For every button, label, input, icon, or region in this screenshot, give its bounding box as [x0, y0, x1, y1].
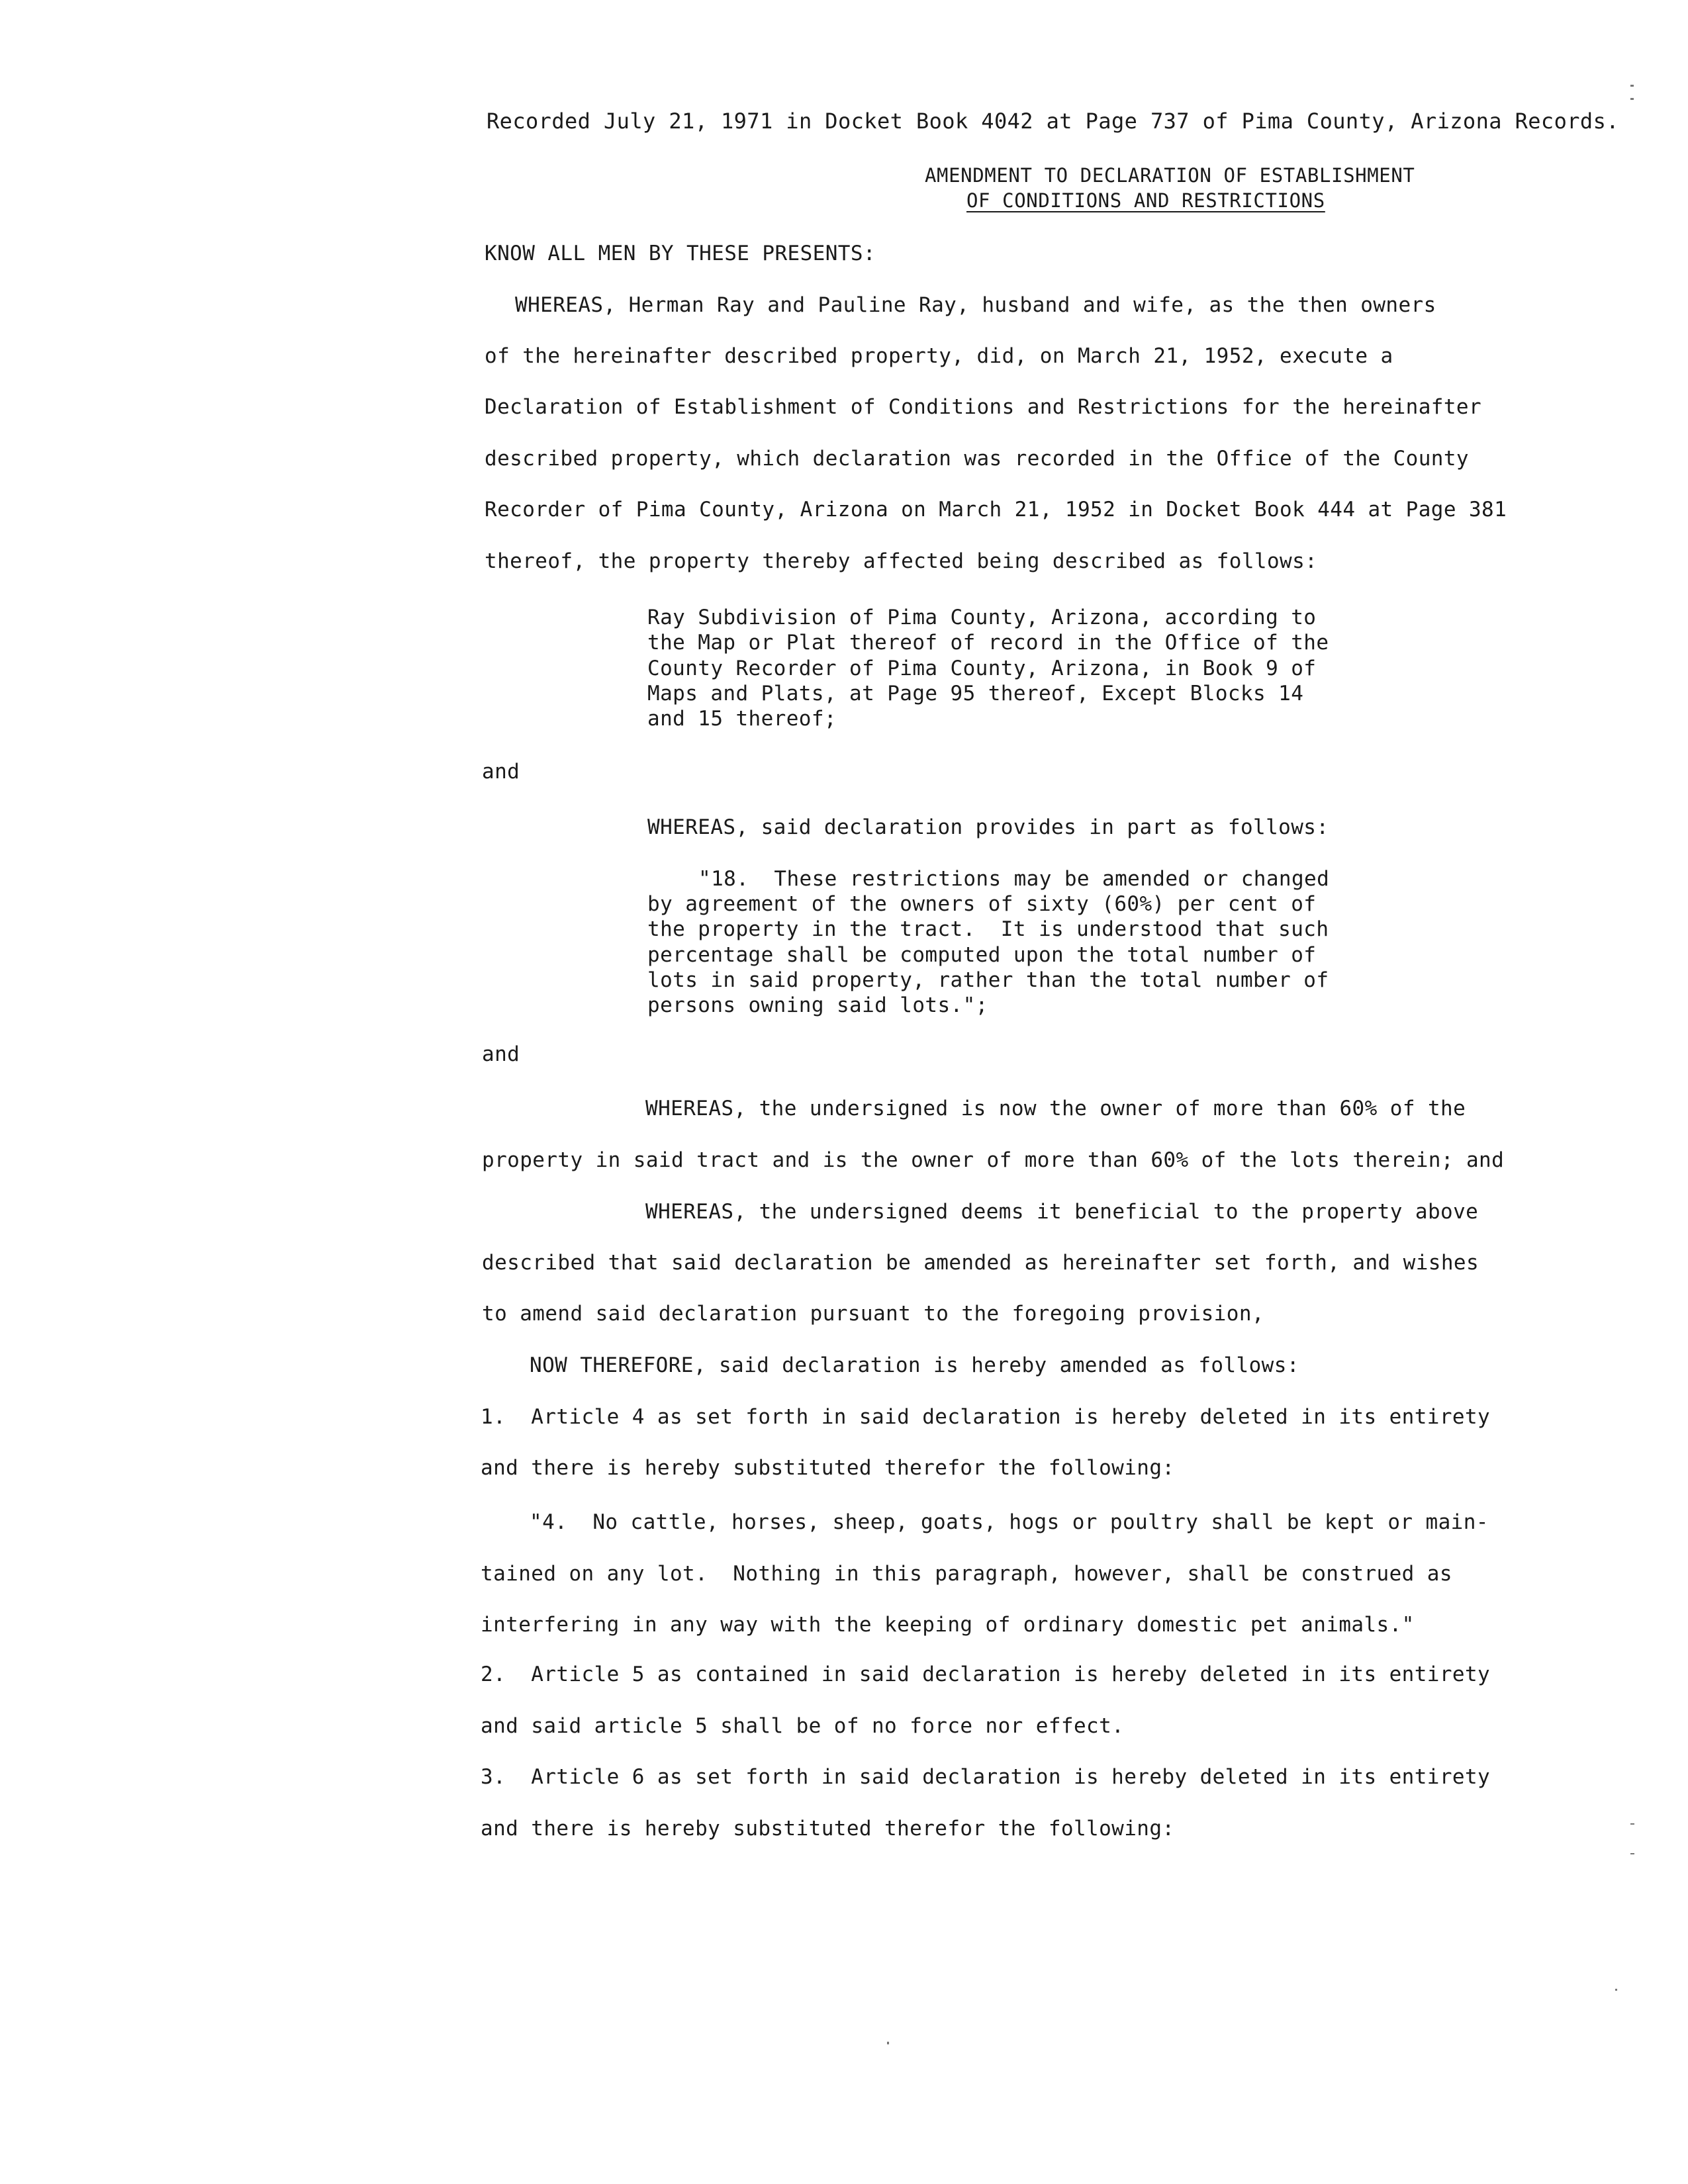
scan-speck — [887, 2042, 889, 2044]
text-line: and 15 thereof; — [647, 707, 837, 731]
scan-speck — [1615, 1989, 1617, 1991]
text-line: by agreement of the owners of sixty (60%) per cent of — [647, 892, 1317, 916]
text-line: and there is hereby substituted therefor the following: — [481, 1817, 1175, 1841]
text-line: County Recorder of Pima County, Arizona, in Book 9 of — [647, 657, 1317, 680]
text-line: and said article 5 shall be of no force nor effect. — [481, 1714, 1125, 1738]
text-line: Declaration of Establishment of Conditions and Restrictions for the hereinafter — [485, 395, 1482, 419]
scan-speck — [1630, 1823, 1634, 1825]
text-line: and there is hereby substituted therefor the following: — [481, 1456, 1175, 1480]
text-line: of the hereinafter described property, did, on March 21, 1952, execute a — [485, 344, 1393, 368]
text-line: WHEREAS, Herman Ray and Pauline Ray, husband and wife, as the then owners — [515, 293, 1436, 317]
text-line: "4. No cattle, horses, sheep, goats, hogs or poultry shall be kept or main- — [530, 1510, 1489, 1534]
scan-speck — [1630, 98, 1634, 100]
text-line: 2. Article 5 as contained in said declaration is hereby deleted in its entirety — [481, 1662, 1491, 1686]
text-line: to amend said declaration pursuant to the foregoing provision, — [482, 1302, 1264, 1326]
text-line: property in said tract and is the owner of more than 60% of the lots therein; and — [482, 1148, 1505, 1172]
opening-line: KNOW ALL MEN BY THESE PRESENTS: — [485, 242, 876, 265]
now-therefore-line: NOW THEREFORE, said declaration is hereby amended as follows: — [530, 1353, 1299, 1377]
text-line: lots in said property, rather than the total number of — [647, 968, 1329, 992]
text-line: Ray Subdivision of Pima County, Arizona, according to — [647, 606, 1317, 629]
text-line: thereof, the property thereby affected being described as follows: — [485, 549, 1318, 573]
text-line: percentage shall be computed upon the total number of — [647, 943, 1317, 967]
text-line: the Map or Plat thereof of record in the Office of the — [647, 631, 1329, 655]
text-line: the property in the tract. It is understood that such — [647, 917, 1329, 941]
text-line: tained on any lot. Nothing in this paragraph, however, shall be construed as — [481, 1562, 1452, 1586]
text-line: WHEREAS, the undersigned deems it beneficial to the property above — [645, 1200, 1479, 1224]
document-title-line-1: AMENDMENT TO DECLARATION OF ESTABLISHMENT — [925, 164, 1415, 187]
text-line: "18. These restrictions may be amended or changed — [698, 867, 1330, 891]
text-line: described that said declaration be amended as hereinafter set forth, and wishes — [482, 1251, 1479, 1275]
text-line: described property, which declaration was recorded in the Office of the County — [485, 447, 1469, 471]
scan-speck — [1630, 1853, 1634, 1854]
text-line: persons owning said lots."; — [647, 993, 988, 1017]
text-line: Recorder of Pima County, Arizona on March 21, 1952 in Docket Book 444 at Page 381 — [485, 498, 1507, 522]
conjunction-and-2: and — [482, 1042, 520, 1066]
document-title-line-2: OF CONDITIONS AND RESTRICTIONS — [966, 189, 1325, 212]
whereas-paragraph-2: WHEREAS, said declaration provides in part as follows: — [647, 815, 1329, 839]
text-line: 1. Article 4 as set forth in said declaration is hereby deleted in its entirety — [481, 1405, 1491, 1429]
text-line: 3. Article 6 as set forth in said declaration is hereby deleted in its entirety — [481, 1765, 1491, 1789]
text-line: interfering in any way with the keeping of ordinary domestic pet animals." — [481, 1613, 1415, 1637]
recording-header: Recorded July 21, 1971 in Docket Book 4042 at Page 737 of Pima County, Arizona Records. — [487, 109, 1619, 134]
scan-speck — [1630, 85, 1634, 87]
text-line: WHEREAS, the undersigned is now the owner of more than 60% of the — [645, 1097, 1466, 1120]
conjunction-and-1: and — [482, 760, 520, 784]
text-line: Maps and Plats, at Page 95 thereof, Except Blocks 14 — [647, 682, 1304, 705]
